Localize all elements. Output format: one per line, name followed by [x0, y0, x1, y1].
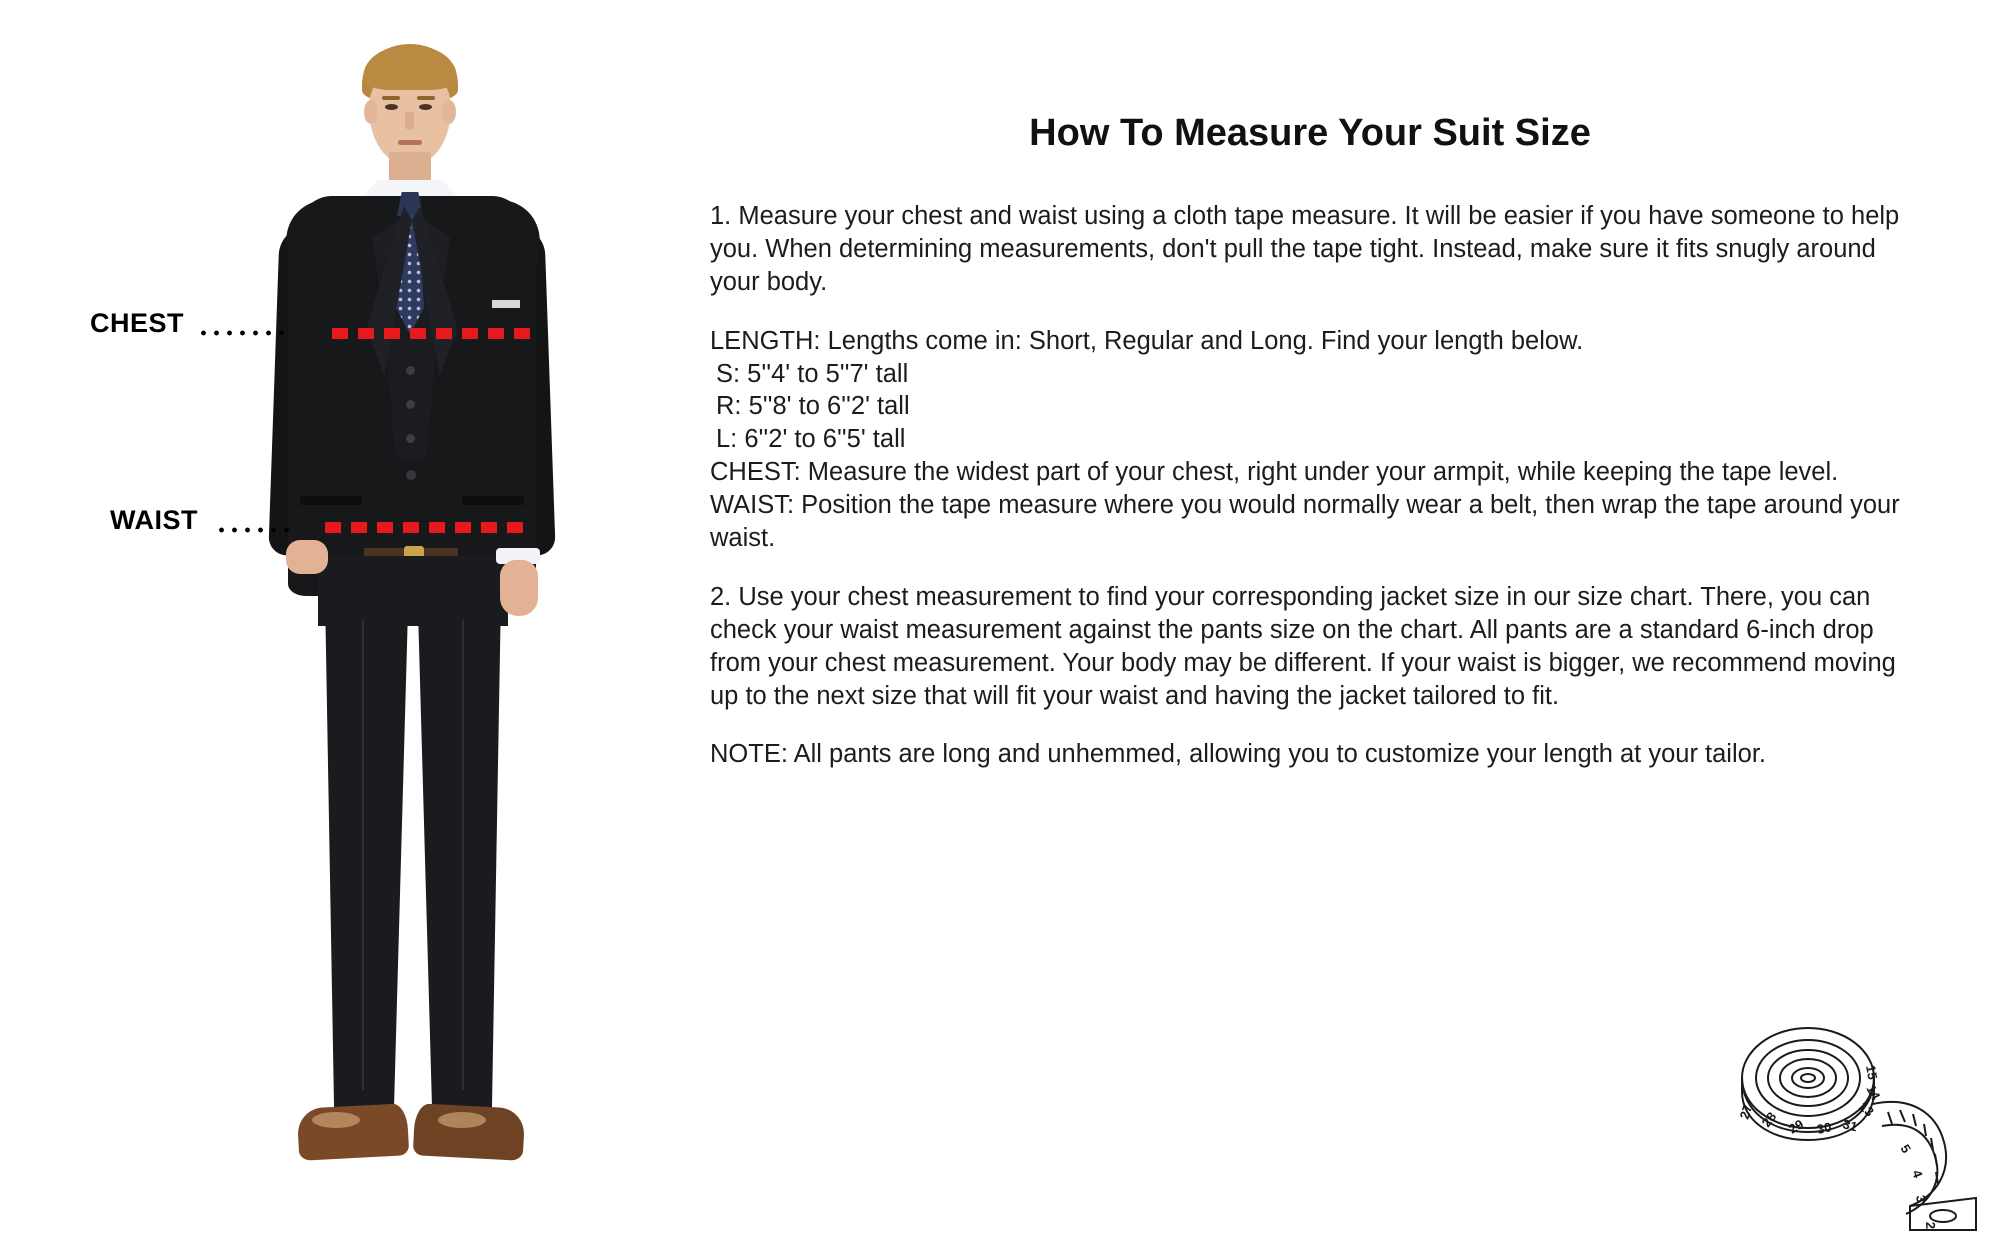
- figure-jacket-pocket-left: [300, 496, 362, 505]
- figure-nose: [405, 112, 414, 130]
- figure-mouth: [398, 140, 422, 145]
- figure-trouser-leg-left: [320, 610, 408, 1110]
- svg-text:29: 29: [1786, 1116, 1807, 1137]
- figure-shoe-highlight-right: [438, 1112, 486, 1128]
- svg-text:31: 31: [1841, 1116, 1859, 1135]
- figure-brow-right: [417, 96, 435, 100]
- paragraph-waist-definition: WAIST: Position the tape measure where you would normally wear a belt, then wrap the tape around your waist.: [710, 491, 1900, 553]
- chest-measurement-label: CHEST: [90, 308, 185, 338]
- svg-text:4: 4: [1909, 1167, 1926, 1180]
- figure-shoe-highlight-left: [312, 1112, 360, 1128]
- paragraph-note: NOTE: All pants are long and unhemmed, allowing you to customize your length at your tailor.: [710, 740, 1766, 769]
- suit-figure-illustration: [0, 0, 700, 1250]
- svg-text:13: 13: [1856, 1098, 1877, 1120]
- svg-text:5: 5: [1897, 1141, 1915, 1156]
- figure-vest-button: [406, 366, 415, 375]
- length-option-long: L: 6''2' to 6''5' tall: [716, 425, 906, 454]
- figure-vest-button: [406, 400, 415, 409]
- figure-ear-right: [442, 100, 456, 124]
- figure-trouser-crease-left: [362, 620, 364, 1090]
- svg-text:2: 2: [1923, 1221, 1939, 1230]
- instructions-panel: [700, 0, 2000, 1250]
- figure-eye-right: [419, 104, 432, 110]
- figure-shoe-left: [297, 1103, 410, 1161]
- waist-measurement-label: WAIST: [110, 505, 198, 535]
- figure-hand-right: [500, 560, 538, 616]
- waist-measurement-line: [325, 522, 525, 533]
- figure-vest-button: [406, 434, 415, 443]
- tape-measure-icon: [1730, 1000, 2000, 1240]
- figure-jacket-shoulder-right: [456, 196, 543, 278]
- paragraph-step-one: 1. Measure your chest and waist using a cloth tape measure. It will be easier if you have someone to help you. When determining measurements, don't pull the tape tight. Instead, make sure it fits snugly around your body.: [710, 202, 1900, 296]
- waist-leader-dots: [215, 527, 290, 533]
- svg-text:28: 28: [1758, 1109, 1780, 1130]
- paragraph-chest-definition: CHEST: Measure the widest part of your chest, right under your armpit, while keeping the tape level.: [710, 458, 1839, 487]
- length-option-short: S: 5''4' to 5''7' tall: [716, 359, 909, 388]
- figure-jacket-button: [406, 470, 416, 480]
- figure-jacket-pocket-right: [462, 496, 524, 505]
- figure-ear-left: [364, 100, 378, 124]
- figure-hair-front: [363, 46, 457, 90]
- paragraph-step-two: 2. Use your chest measurement to find your corresponding jacket size in our size chart. There, you can check your waist measurement against the pants size on the chart. All pants are a standard 6-inch drop from your chest measurement. Your body may be different. If your waist is bigger, we recommend moving up to the next size that will fit your waist and having the jacket tailored to fit.: [710, 582, 1896, 710]
- svg-text:15: 15: [1863, 1063, 1881, 1081]
- figure-brow-left: [382, 96, 400, 100]
- instructions-body: [710, 200, 1925, 797]
- svg-text:27: 27: [1736, 1102, 1756, 1121]
- svg-text:3: 3: [1913, 1193, 1930, 1204]
- page-title: How To Measure Your Suit Size: [1029, 112, 1591, 154]
- figure-eye-left: [385, 104, 398, 110]
- chest-measurement-line: [332, 328, 538, 339]
- figure-pocket-square: [492, 300, 520, 308]
- figure-jacket-shoulder-left: [282, 196, 369, 278]
- svg-text:30: 30: [1815, 1119, 1833, 1137]
- svg-text:14: 14: [1863, 1082, 1884, 1103]
- figure-hand-left: [286, 540, 328, 574]
- chest-leader-dots: [197, 330, 289, 336]
- length-option-regular: R: 5''8' to 6''2' tall: [716, 392, 910, 421]
- paragraph-length-intro: LENGTH: Lengths come in: Short, Regular and Long. Find your length below.: [710, 326, 1584, 355]
- figure-trouser-crease-right: [462, 620, 464, 1090]
